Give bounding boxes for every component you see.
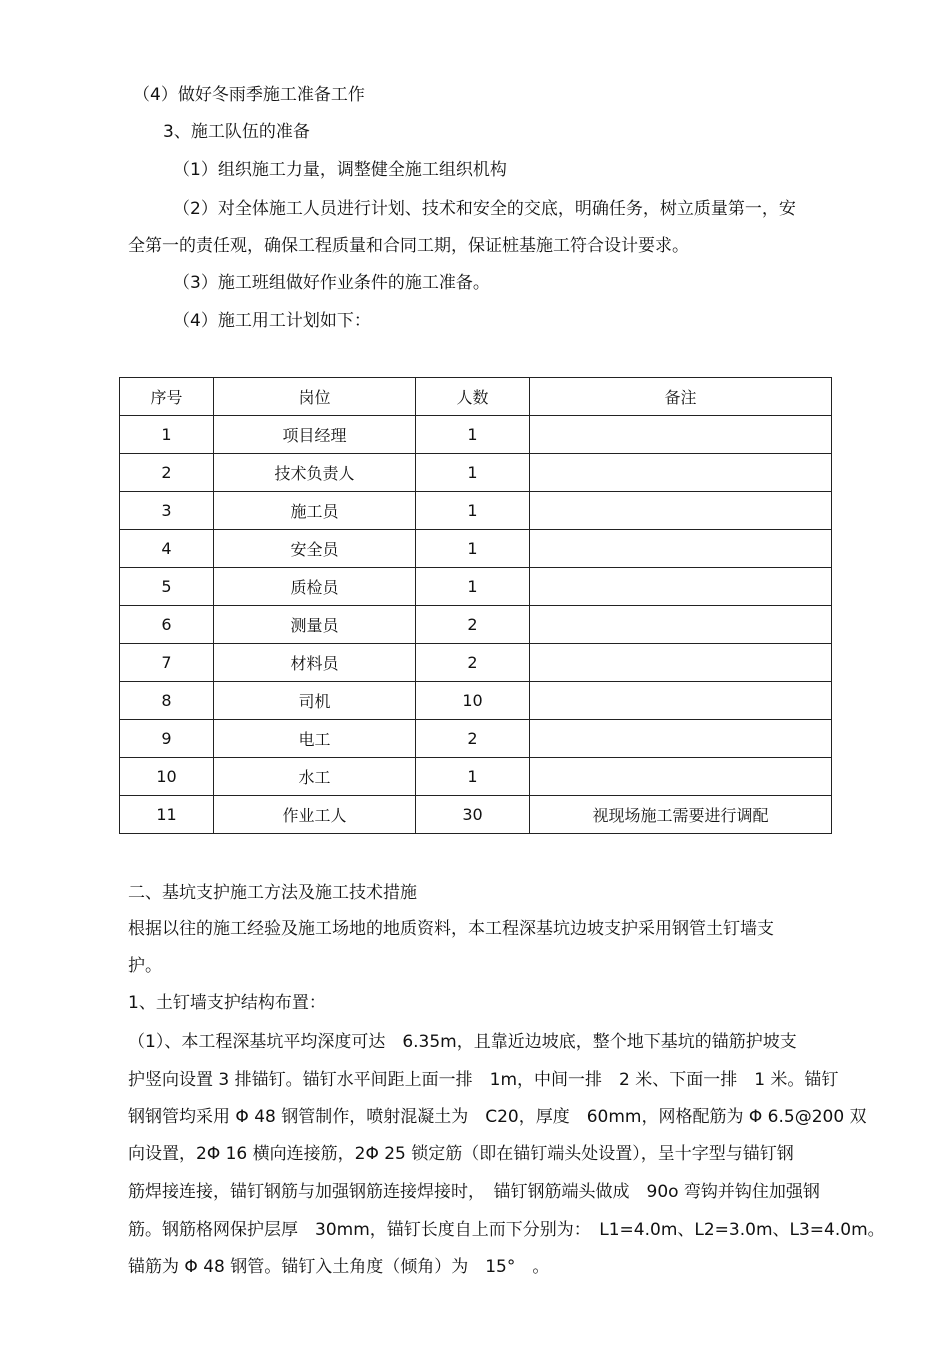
cell-remarks [530, 454, 832, 492]
table-row [120, 758, 832, 796]
cell-remarks [530, 416, 832, 454]
detail-line-6: 筋。钢筋格网保护层厚 30mm，锚钉长度自上而下分别为： L1=4.0m、L2=3.0m、L3=4.0m。 [128, 1220, 885, 1240]
cell-position: 项目经理 [214, 416, 416, 454]
table-row [120, 530, 832, 568]
cell-remarks [530, 720, 832, 758]
intro-line-labor-plan: （4）施工用工计划如下： [173, 311, 371, 331]
table-row [120, 416, 832, 454]
intro-line-team-conditions: （3）施工班组做好作业条件的施工准备。 [173, 273, 490, 293]
cell-no: 10 [120, 758, 214, 796]
cell-count: 2 [416, 606, 530, 644]
cell-no: 3 [120, 492, 214, 530]
cell-remarks: 视现场施工需要进行调配 [530, 796, 832, 834]
cell-remarks [530, 682, 832, 720]
cell-position: 水工 [214, 758, 416, 796]
cell-remarks [530, 758, 832, 796]
cell-count: 1 [416, 416, 530, 454]
cell-remarks [530, 606, 832, 644]
table-row [120, 606, 832, 644]
intro-line-briefing-2: 全第一的责任观，确保工程质量和合同工期，保证桩基施工符合设计要求。 [128, 236, 689, 256]
cell-count: 1 [416, 530, 530, 568]
table-header-row [120, 378, 832, 416]
section-title: 二、基坑支护施工方法及施工技术措施 [128, 883, 417, 903]
cell-no: 1 [120, 416, 214, 454]
header-position: 岗位 [214, 378, 416, 416]
intro-line-organize: （1）组织施工力量，调整健全施工组织机构 [173, 160, 507, 180]
detail-line-2: 护竖向设置 3 排锚钉。锚钉水平间距上面一排 1m，中间一排 2 米、下面一排 1 米。锚钉 [128, 1070, 839, 1090]
cell-count: 2 [416, 720, 530, 758]
cell-count: 1 [416, 758, 530, 796]
cell-position: 施工员 [214, 492, 416, 530]
section-paragraph-1-line-1: 根据以往的施工经验及施工场地的地质资料，本工程深基坑边坡支护采用钢管土钉墙支 [128, 919, 774, 939]
cell-count: 1 [416, 492, 530, 530]
cell-position: 材料员 [214, 644, 416, 682]
cell-count: 1 [416, 568, 530, 606]
cell-no: 11 [120, 796, 214, 834]
section-paragraph-1-line-2: 护。 [128, 956, 162, 976]
detail-line-5: 筋焊接连接，锚钉钢筋与加强钢筋连接焊接时， 锚钉钢筋端头做成 90o 弯钩并钩住加强钢 [128, 1182, 820, 1202]
cell-no: 4 [120, 530, 214, 568]
cell-count: 2 [416, 644, 530, 682]
cell-position: 电工 [214, 720, 416, 758]
cell-position: 安全员 [214, 530, 416, 568]
cell-position: 技术负责人 [214, 454, 416, 492]
detail-line-1: （1）、本工程深基坑平均深度可达 6.35m，且靠近边坡底，整个地下基坑的锚筋护坡支 [128, 1032, 797, 1052]
table-row [120, 796, 832, 834]
cell-no: 8 [120, 682, 214, 720]
cell-no: 2 [120, 454, 214, 492]
detail-line-7: 锚筋为 Φ 48 钢管。锚钉入土角度（倾角）为 15° 。 [128, 1257, 550, 1277]
heading-construction-team-prep: 3、施工队伍的准备 [163, 122, 310, 142]
cell-position: 司机 [214, 682, 416, 720]
cell-remarks [530, 530, 832, 568]
table-row [120, 644, 832, 682]
detail-line-3: 钢钢管均采用 Φ 48 钢管制作，喷射混凝土为 C20，厚度 60mm，网格配筋为 Φ 6.5@200 双 [128, 1107, 867, 1127]
cell-no: 7 [120, 644, 214, 682]
header-count: 人数 [416, 378, 530, 416]
cell-position: 测量员 [214, 606, 416, 644]
cell-count: 1 [416, 454, 530, 492]
table-row [120, 454, 832, 492]
detail-line-4: 向设置，2Φ 16 横向连接筋，2Φ 25 锁定筋（即在锚钉端头处设置），呈十字型与锚钉钢 [128, 1144, 794, 1164]
cell-count: 30 [416, 796, 530, 834]
intro-line-winter-rain-prep: （4）做好冬雨季施工准备工作 [133, 85, 365, 105]
cell-remarks [530, 492, 832, 530]
labor-plan-table [119, 377, 832, 834]
intro-line-briefing-1: （2）对全体施工人员进行计划、技术和安全的交底，明确任务，树立质量第一，安 [173, 199, 796, 219]
cell-remarks [530, 644, 832, 682]
cell-no: 9 [120, 720, 214, 758]
cell-no: 6 [120, 606, 214, 644]
cell-count: 10 [416, 682, 530, 720]
header-remarks: 备注 [530, 378, 832, 416]
table-row [120, 492, 832, 530]
cell-remarks [530, 568, 832, 606]
table-row [120, 720, 832, 758]
header-no: 序号 [120, 378, 214, 416]
cell-position: 质检员 [214, 568, 416, 606]
cell-position: 作业工人 [214, 796, 416, 834]
table-row [120, 682, 832, 720]
cell-no: 5 [120, 568, 214, 606]
table-row [120, 568, 832, 606]
subheading-soil-nail-layout: 1、土钉墙支护结构布置： [128, 993, 326, 1013]
